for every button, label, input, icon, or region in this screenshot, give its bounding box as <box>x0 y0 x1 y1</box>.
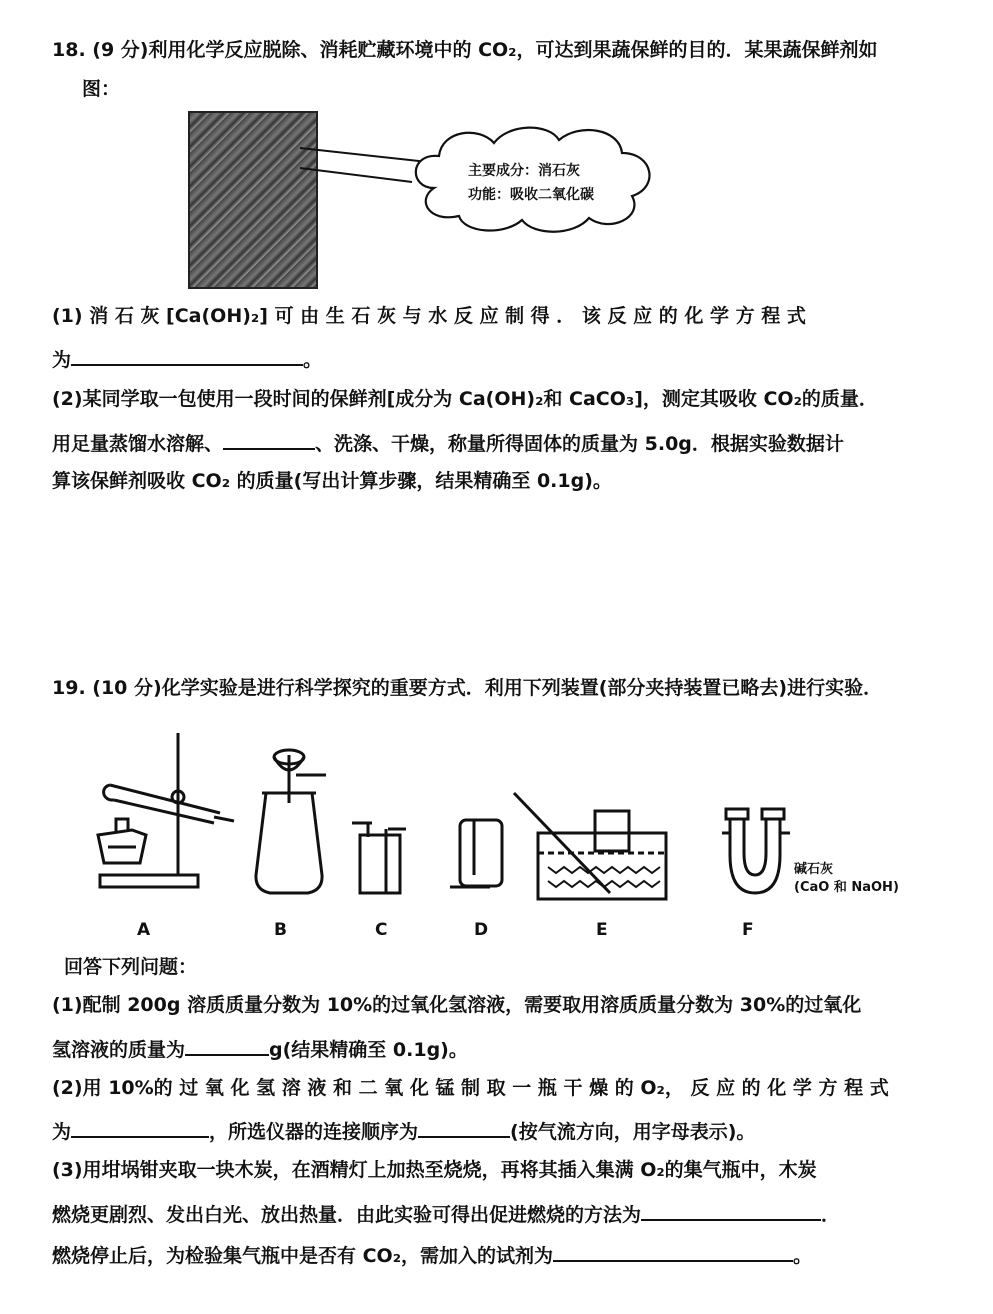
q19-part3-prefix: 燃烧更剧烈、发出白光、放出热量．由此实验可得出促进燃烧的方法为 <box>52 1204 642 1226</box>
q19-part3-line3-prefix: 燃烧停止后，为检验集气瓶中是否有 CO₂，需加入的试剂为 <box>52 1245 554 1267</box>
apparatus-f-u-tube <box>722 809 790 893</box>
q18-part1-suffix: 。 <box>303 349 323 371</box>
apparatus-e-trough <box>514 793 666 899</box>
q19-part1-line2 <box>52 1034 468 1062</box>
reagent-label-line1: 碱石灰 <box>794 862 834 877</box>
apparatus-d-collector <box>450 820 502 887</box>
apparatus-c-bottle <box>352 823 406 893</box>
q19-part1-prefix: 氢溶液的质量为 <box>52 1039 186 1061</box>
answer-blank-order[interactable] <box>418 1116 510 1138</box>
label-b: B <box>274 920 287 940</box>
q18-part1-line2 <box>52 344 322 372</box>
answer-blank-equation-2[interactable] <box>71 1116 209 1138</box>
apparatus-b-flask <box>256 750 326 893</box>
q18-part1-line1: (1) 消 石 灰 [Ca(OH)₂] 可 由 生 石 灰 与 水 反 应 制 得 ． 该 反 应 的 化 学 方 程 式 <box>52 305 806 327</box>
q19-part3-suffix: ． <box>821 1204 841 1226</box>
q18-part2-suffix: 、洗涤、干燥，称量所得固体的质量为 5.0g．根据实验数据计 <box>315 433 844 455</box>
q18-part1-prefix: 为 <box>52 349 72 371</box>
label-d: D <box>474 920 489 940</box>
q19-part3-line3-suffix: 。 <box>793 1245 813 1267</box>
q19-stem: 19. (10 分)化学实验是进行科学探究的重要方式．利用下列装置(部分夹持装置已略去)进行实验． <box>52 677 883 699</box>
label-f: F <box>742 920 754 940</box>
q18-part2-line3: 算该保鲜剂吸收 CO₂ 的质量(写出计算步骤，结果精确至 0.1g)。 <box>52 470 612 492</box>
q18-stem-line2: 图： <box>82 78 121 100</box>
q19-part2-mid: ，所选仪器的连接顺序为 <box>209 1121 419 1143</box>
q19-part3-line2 <box>52 1199 840 1227</box>
answer-blank-equation-1[interactable] <box>71 344 303 366</box>
q19-part1-line1: (1)配制 200g 溶质质量分数为 10%的过氧化氢溶液，需要取用溶质质量分数为 30%的过氧化 <box>52 994 862 1016</box>
q19-part2-line1: (2)用 10%的 过 氧 化 氢 溶 液 和 二 氧 化 锰 制 取 一 瓶 干 燥 的 O₂， 反 应 的 化 学 方 程 式 <box>52 1077 889 1099</box>
reagent-label-line2: (CaO 和 NaOH) <box>794 880 899 895</box>
q19-part3-line3 <box>52 1240 812 1268</box>
apparatus-diagram <box>90 725 930 945</box>
q18-part2-prefix: 用足量蒸馏水溶解、 <box>52 433 224 455</box>
answer-blank-mass[interactable] <box>185 1034 269 1056</box>
apparatus-a-heating-tube <box>98 733 234 887</box>
q19-part1-suffix: g(结果精确至 0.1g)。 <box>269 1039 468 1061</box>
q19-prompt: 回答下列问题： <box>64 956 198 978</box>
q18-part2-line1: (2)某同学取一包使用一段时间的保鲜剂[成分为 Ca(OH)₂和 CaCO₃]，测定其吸收 CO₂的质量． <box>52 388 878 410</box>
cloud-text-function: 功能：吸收二氧化碳 <box>468 187 594 203</box>
q18-part2-line2 <box>52 428 844 456</box>
label-e: E <box>596 920 608 940</box>
q18-stem-line1: 18. (9 分)利用化学反应脱除、消耗贮藏环境中的 CO₂，可达到果蔬保鲜的目的．某果蔬保鲜剂如 <box>52 39 878 61</box>
q19-part3-line1: (3)用坩埚钳夹取一块木炭，在酒精灯上加热至烧烧，再将其插入集满 O₂的集气瓶中，木炭 <box>52 1159 817 1181</box>
q19-part2-line2 <box>52 1116 755 1144</box>
calculation-space[interactable] <box>52 500 932 660</box>
label-c: C <box>375 920 388 940</box>
label-a: A <box>137 920 151 940</box>
answer-blank-operation[interactable] <box>223 428 315 450</box>
cloud-text-ingredient: 主要成分：消石灰 <box>468 163 580 179</box>
q19-part2-prefix: 为 <box>52 1121 72 1143</box>
answer-blank-reagent[interactable] <box>553 1240 793 1262</box>
answer-blank-method[interactable] <box>641 1199 821 1221</box>
q19-part2-suffix: (按气流方向，用字母表示)。 <box>510 1121 756 1143</box>
